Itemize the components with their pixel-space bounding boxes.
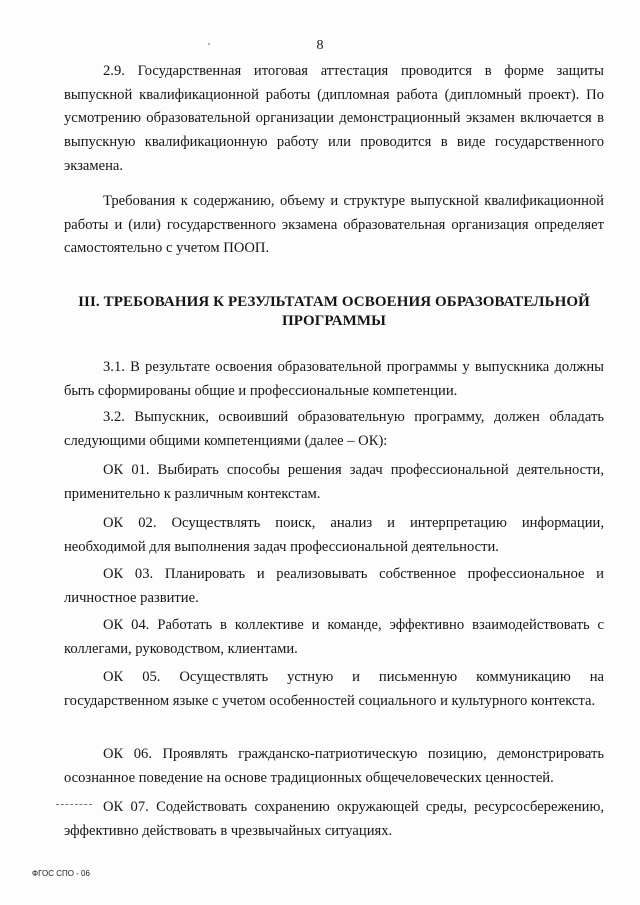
- competency-ok-05: ОК 05. Осуществлять устную и письменную коммуникацию на государственном языке с учетом особенностей социального и культурного контекста.: [64, 669, 604, 709]
- competency-ok-07: ОК 07. Содействовать сохранению окружающей среды, ресурсосбережению, эффективно действовать в чрезвычайных ситуациях.: [64, 799, 604, 839]
- competency-ok-04: ОК 04. Работать в коллективе и команде, эффективно взаимодействовать с коллегами, руководством, клиентами.: [64, 617, 604, 657]
- footer-label: ФГОС СПО - 06: [32, 869, 90, 878]
- paragraph-3-2: 3.2. Выпускник, освоивший образовательную программу, должен обладать следующими общими компетенциями (далее – ОК):: [64, 409, 604, 449]
- competency-ok-06: ОК 06. Проявлять гражданско-патриотическую позицию, демонстрировать осознанное поведение на основе традиционных общечеловеческих ценностей.: [64, 746, 604, 786]
- competency-ok-02: ОК 02. Осуществлять поиск, анализ и интерпретацию информации, необходимой для выполнения задач профессиональной деятельности.: [64, 515, 604, 555]
- paragraph-2-9: 2.9. Государственная итоговая аттестация проводится в форме защиты выпускной квалификационной работы (дипломная работа (дипломный проект). По усмотрению образовательной организации демонстрационный экзамен включается в выпускную квалификационную работу или проводится в виде государственного экзамена.: [64, 63, 604, 174]
- competency-ok-03: ОК 03. Планировать и реализовывать собственное профессиональное и личностное развитие.: [64, 566, 604, 606]
- paragraph-3-1: 3.1. В результате освоения образовательной программы у выпускника должны быть сформированы общие и профессиональные компетенции.: [64, 359, 604, 399]
- page-number: 8: [316, 38, 324, 53]
- competency-ok-01: ОК 01. Выбирать способы решения задач профессиональной деятельности, применительно к различным контекстам.: [64, 462, 604, 502]
- section-heading: III. ТРЕБОВАНИЯ К РЕЗУЛЬТАТАМ ОСВОЕНИЯ ОБРАЗОВАТЕЛЬНОЙ ПРОГРАММЫ: [78, 294, 590, 329]
- paragraph-requirements: Требования к содержанию, объему и структуре выпускной квалификационной работы и (или) государственного экзамена образовательная организация определяет самостоятельно с учетом ПООП.: [64, 193, 604, 257]
